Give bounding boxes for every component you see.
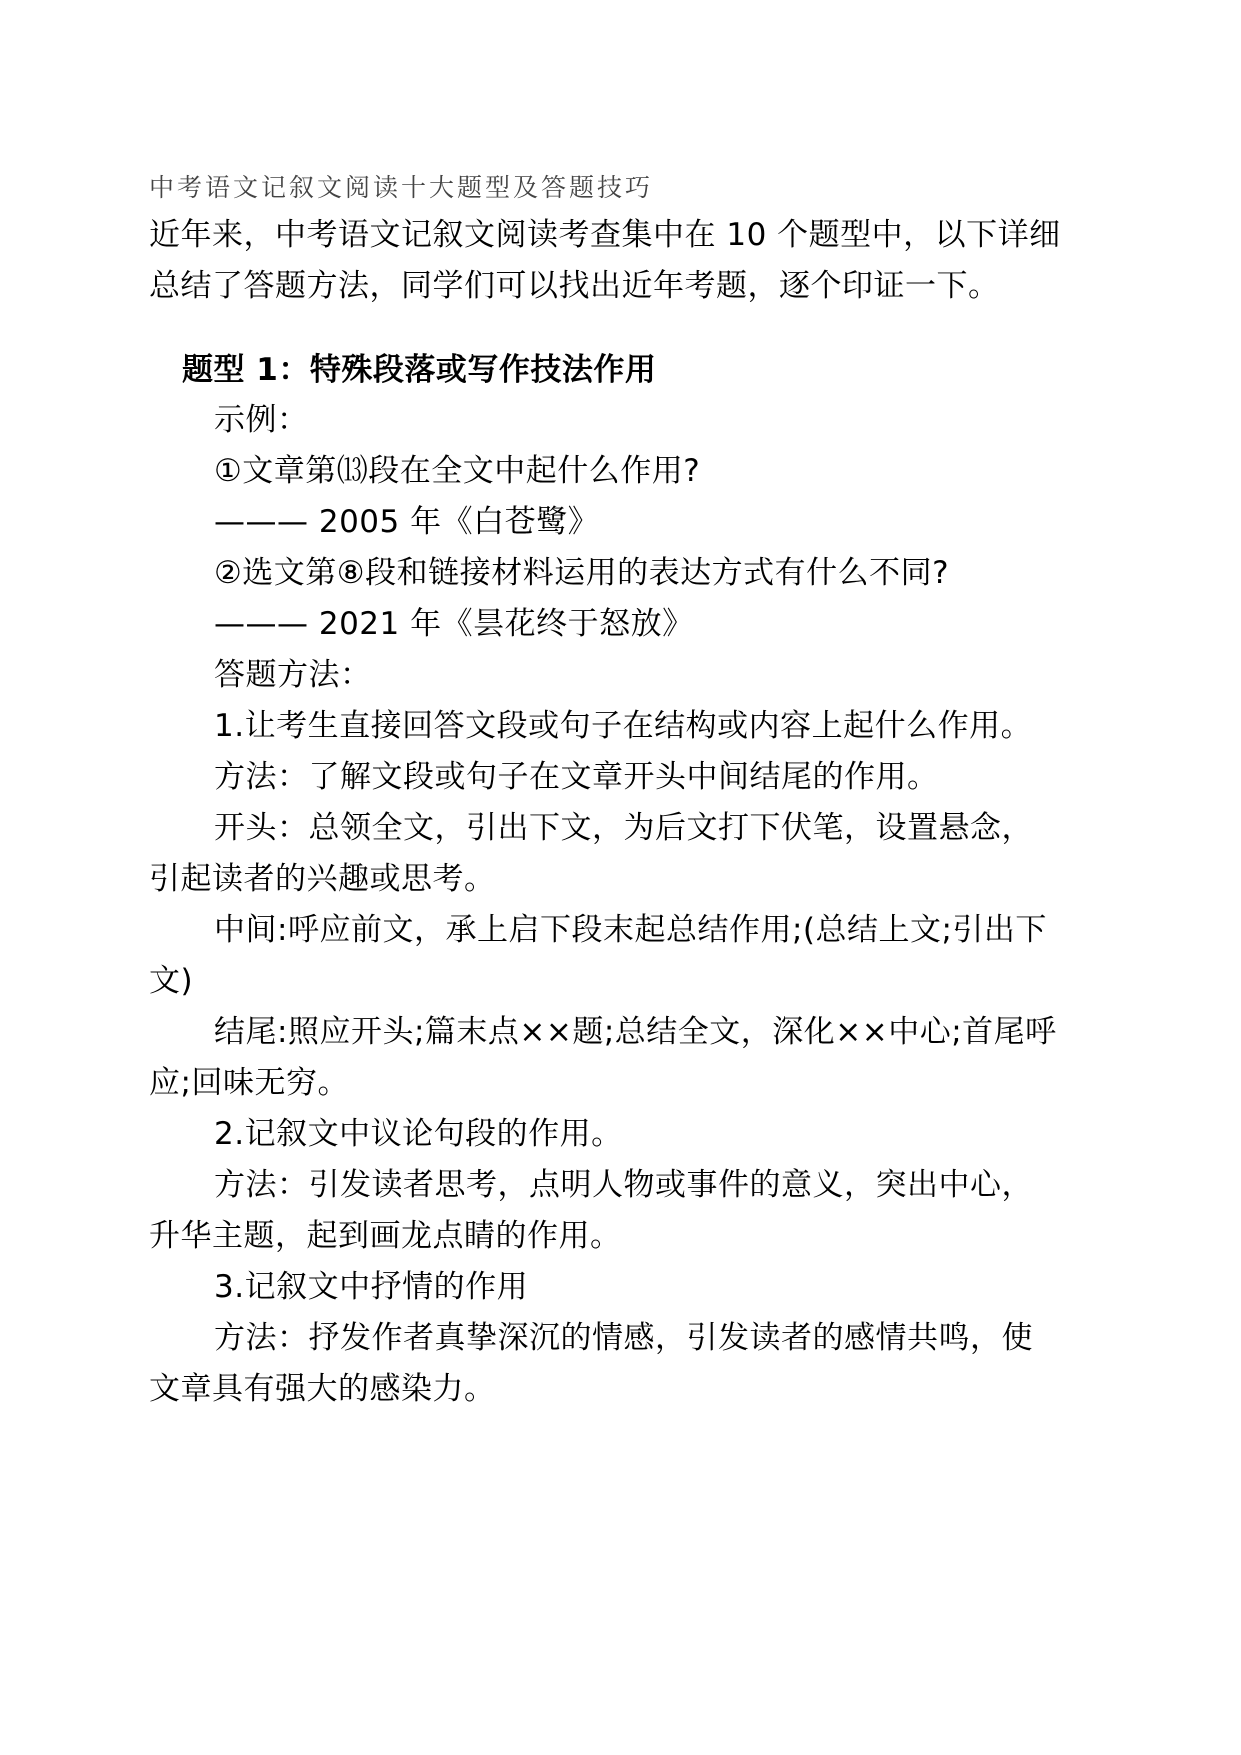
method-line: 开头：总领全文，引出下文，为后文打下伏笔，设置悬念， (214, 810, 1033, 846)
method-line: 方法：了解文段或句子在文章开头中间结尾的作用。 (214, 759, 939, 795)
section-heading: 题型 1：特殊段落或写作技法作用 (182, 352, 657, 388)
method-line: 方法：抒发作者真挚深沉的情感，引发读者的感情共鸣，使 (214, 1320, 1033, 1356)
example-question-1: ①文章第⒀段在全文中起什么作用? (214, 453, 701, 489)
example-question-2: ②选文第⑧段和链接材料运用的表达方式有什么不同? (214, 555, 950, 591)
method-line: 方法：引发读者思考，点明人物或事件的意义，突出中心， (214, 1167, 1033, 1203)
intro-line-2: 总结了答题方法，同学们可以找出近年考题，逐个印证一下。 (149, 268, 1000, 304)
method-line: 1.让考生直接回答文段或句子在结构或内容上起什么作用。 (214, 708, 1033, 744)
example-source-2: ——— 2021 年《昙花终于怒放》 (214, 606, 694, 642)
method-line: 升华主题，起到画龙点睛的作用。 (149, 1218, 622, 1254)
method-line: 中间:呼应前文，承上启下段末起总结作用;(总结上文;引出下 (214, 912, 1047, 948)
example-label: 示例： (214, 402, 309, 438)
method-line: 结尾:照应开头;篇末点××题;总结全文，深化××中心;首尾呼 (214, 1014, 1057, 1050)
method-line: 3.记叙文中抒情的作用 (214, 1269, 529, 1305)
intro-line-1: 近年来，中考语文记叙文阅读考查集中在 10 个题型中，以下详细 (149, 217, 1061, 253)
method-line: 引起读者的兴趣或思考。 (149, 861, 496, 897)
document-title: 中考语文记叙文阅读十大题型及答题技巧 (149, 173, 654, 202)
method-line: 文) (149, 963, 194, 999)
method-line: 文章具有强大的感染力。 (149, 1371, 496, 1407)
method-line: 应;回味无穷。 (149, 1065, 349, 1101)
method-line: 2.记叙文中议论句段的作用。 (214, 1116, 623, 1152)
method-label: 答题方法： (214, 657, 372, 693)
example-source-1: ——— 2005 年《白苍鹭》 (214, 504, 600, 540)
